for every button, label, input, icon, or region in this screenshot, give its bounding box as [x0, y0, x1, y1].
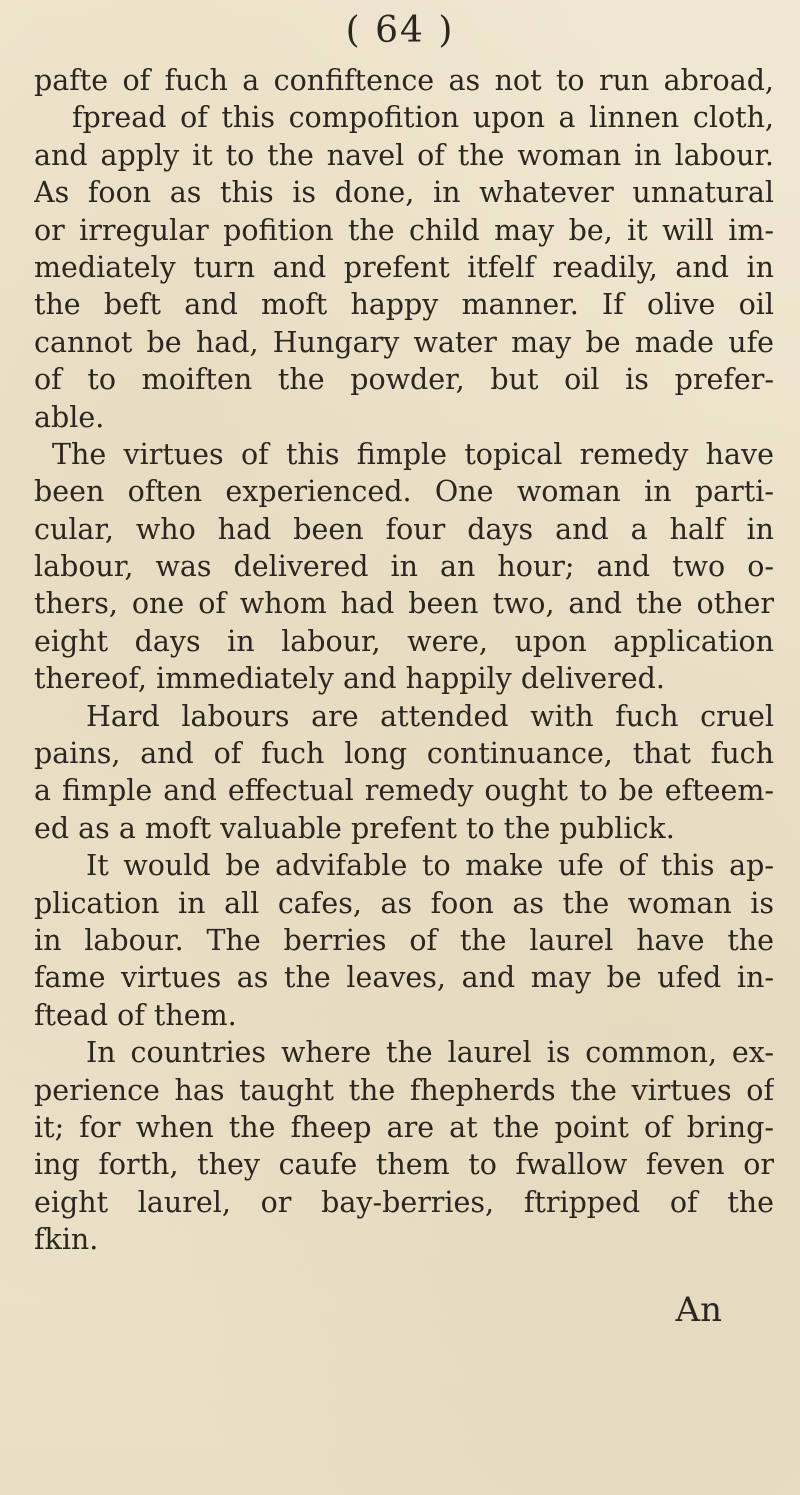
text-line: perience has taught the fhepherds the virtues of [34, 1073, 774, 1107]
text-line: cular, who had been four days and a half in [34, 512, 774, 546]
text-line: or irregular pofition the child may be, it will im- [34, 213, 774, 247]
text-line: it; for when the fheep are at the point of bring- [34, 1110, 774, 1144]
text-line: been often experienced. One woman in parti- [34, 475, 774, 509]
body-text [34, 62, 774, 1259]
text-line: ing forth, they caufe them to fwallow feven or [34, 1148, 774, 1182]
text-line: and apply it to the navel of the woman in labour. [34, 138, 774, 172]
text-line: eight laurel, or bay-berries, ftripped of the [34, 1185, 774, 1219]
page-number: ( 64 ) [345, 10, 455, 51]
text-line: thers, one of whom had been two, and the other [34, 587, 774, 621]
text-line: labour, was delivered in an hour; and two o- [34, 550, 774, 584]
paragraph-start: The virtues of this fimple topical remedy have [52, 437, 774, 471]
text-line: eight days in labour, were, upon application [34, 624, 774, 658]
catchword: An [675, 1290, 722, 1330]
text-line: fkin. [34, 1223, 99, 1257]
text-line: fpread of this compofition upon a linnen cloth, [72, 101, 774, 135]
text-line: cannot be had, Hungary water may be made ufe [34, 325, 774, 359]
text-line: mediately turn and prefent itfelf readily, and in [34, 250, 774, 284]
text-line: in labour. The berries of the laurel have the [34, 923, 774, 957]
text-line: thereof, immediately and happily delivered. [34, 662, 665, 696]
paragraph-start: Hard labours are attended with fuch cruel [86, 699, 774, 733]
text-line: As foon as this is done, in whatever unnatural [34, 176, 774, 210]
paragraph-start: In countries where the laurel is common, ex- [86, 1036, 774, 1070]
text-line: the beft and moft happy manner. If olive oil [34, 288, 774, 322]
text-line: ed as a moft valuable prefent to the publick. [34, 811, 675, 845]
text-line: a fimple and effectual remedy ought to be efteem- [34, 774, 774, 808]
paragraph-start: It would be advifable to make ufe of this ap- [86, 849, 774, 883]
text-line: ftead of them. [34, 998, 237, 1032]
text-line: pafte of fuch a confiftence as not to run abroad, [34, 64, 774, 97]
text-line: fame virtues as the leaves, and may be ufed in- [34, 961, 774, 995]
text-line: pains, and of fuch long continuance, that fuch [34, 737, 774, 771]
text-line: able. [34, 400, 105, 434]
text-line: of to moiften the powder, but oil is prefer- [34, 363, 774, 397]
text-line: plication in all cafes, as foon as the woman is [34, 886, 774, 920]
